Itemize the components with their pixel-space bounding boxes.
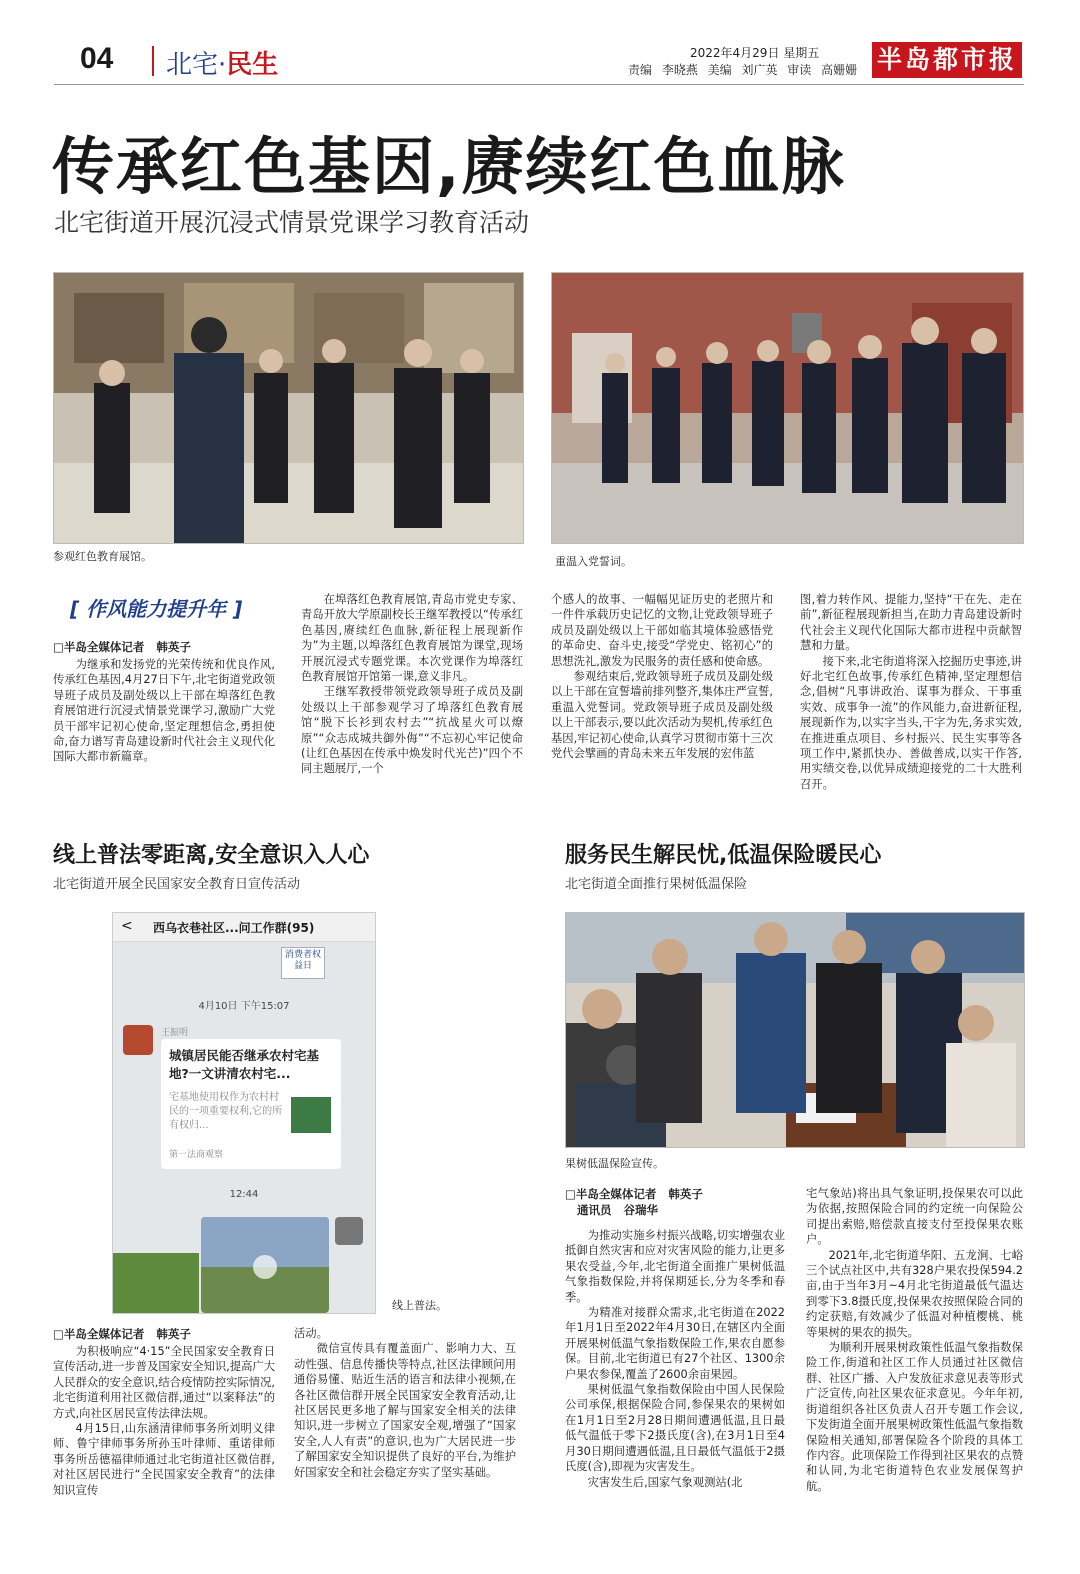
landscape-thumbnail bbox=[113, 1253, 199, 1313]
paragraph: 王继军教授带领党政领导班子成员及副处级以上干部参观学习了埠落红色教育展馆“脱下长衫到农村去”“抗战星火可以燎原”“众志成城共御外侮”“不忘初心牢记使命(让红色基因在传承中焕发时代光芒)”四个不同主题展厅,一个 bbox=[301, 685, 523, 776]
chat-timestamp: 4月10日 下午15:07 bbox=[198, 1001, 290, 1012]
paragraph: 灾害发生后,国家气象观测站(北 bbox=[587, 1475, 743, 1489]
sender-name: 王振明 bbox=[161, 1028, 189, 1038]
lead-body-col1 bbox=[53, 657, 275, 765]
lead-subheadline: 北宅街道开展沉浸式情景党课学习教育活动 bbox=[54, 208, 530, 237]
consumer-rights-badge: 消费者权益日 bbox=[281, 947, 325, 979]
paragraph: 活动。 bbox=[294, 1327, 328, 1340]
lead-body-col3 bbox=[551, 592, 773, 761]
chat-title: 西乌衣巷社区...问工作群(95) bbox=[153, 921, 315, 935]
shared-article-card[interactable] bbox=[161, 1039, 341, 1169]
issue-date: 2022年4月29日 星期五 bbox=[690, 46, 820, 60]
insurance-body-col2 bbox=[806, 1186, 1023, 1494]
paragraph: 为推动实施乡村振兴战略,切实增强农业抵御自然灾害和应对灾害风险的能力,让更多果农受益,今年,北宅街道全面推广果树低温气象指数保险,并将保期延长,分为冬季和春季。 bbox=[565, 1229, 785, 1304]
avatar bbox=[335, 1217, 363, 1245]
chat-timestamp-2: 12:44 bbox=[229, 1189, 259, 1200]
paragraph: 果树低温气象指数保险由中国人民保险公司承保,根据保险合同,参保果农的果树如在1月1日至2月28日期间遭遇低温,且日最低气温低于零下2摄氏度(含),在3月1日至4月30日期间遭遇低温,且日最低气温低于2摄氏度(含),即视为灾害发生。 bbox=[565, 1383, 785, 1474]
insurance-byline: □半岛全媒体记者 韩英子 bbox=[565, 1187, 703, 1201]
paragraph: 为积极响应“4·15”全民国家安全教育日宣传活动,进一步普及国家安全知识,提高广大人民群众的安全意识,结合疫情防控实际情况,北宅街道利用社区微信群,通过“以案释法”的方式,向社区居民宣传法律法规。 bbox=[53, 1345, 275, 1420]
law-body-col2 bbox=[294, 1326, 516, 1480]
page-number: 04 bbox=[80, 42, 114, 75]
paragraph: 4月15日,山东涵清律师事务所刘明义律师、鲁宁律师事务所孙玉叶律师、重诺律师事务所岳德福律师通过北宅街道社区微信群,对社区居民进行“全民国家安全教育”的法律知识宣传 bbox=[53, 1422, 275, 1497]
law-body-col1 bbox=[53, 1344, 275, 1498]
play-icon[interactable] bbox=[253, 1255, 277, 1279]
article-thumbnail bbox=[291, 1097, 331, 1133]
video-message[interactable] bbox=[201, 1217, 329, 1313]
back-arrow-icon: < bbox=[121, 918, 133, 934]
insurance-byline-correspondent: 通讯员 谷瑞华 bbox=[565, 1203, 659, 1217]
header-rule bbox=[54, 84, 1024, 85]
article-source: 第一法商观察 bbox=[169, 1150, 224, 1160]
photo-caption-law: 线上普法。 bbox=[392, 1299, 447, 1312]
paragraph: 为精准对接群众需求,北宅街道在2022年1月1日至2022年4月30日,在辖区内全面开展果树低温气象指数保险工作,果农自愿参保。目前,北宅街道已有27个社区、1300余户果农参保,覆盖了2600余亩果园。 bbox=[565, 1306, 785, 1381]
law-byline: □半岛全媒体记者 韩英子 bbox=[53, 1327, 191, 1341]
photo-insurance-publicity bbox=[565, 912, 1025, 1148]
section-highlight: 民生 bbox=[226, 50, 279, 80]
insurance-headline: 服务民生解民忧,低温保险暖民心 bbox=[565, 843, 882, 868]
paragraph: 为顺利开展果树政策性低温气象指数保险工作,街道和社区工作人员通过社区微信群、社区广播、入户发放征求意见表等形式广泛宣传,向社区果农征求意见。今年年初,街道组织各社区负责人召开专题工作会议,下发街道全面开展果树政策性低温气象指数保险相关通知,部署保险各个阶段的具体工作内容。此项保险工作得到社区果农的点赞和认同,为北宅街道特色农业发展保驾护航。 bbox=[806, 1341, 1023, 1493]
chat-title-bar bbox=[113, 913, 375, 942]
lead-headline: 传承红色基因,赓续红色血脉 bbox=[52, 130, 846, 203]
paragraph: 接下来,北宅街道将深入挖掘历史事迹,讲好北宅红色故事,传承红色精神,坚定理想信念,倡树“凡事讲政治、谋事为群众、干事重实效、成事争一流”的作风能力,奋进新征程,展现新作为,以实字当头,干字为先,务求实效,在推进重点项目、乡村振兴、民生实事等各项工作中,紧抓快办、善做善成,以实干作答,用实绩交卷,以优异成绩迎接党的二十大胜利召开。 bbox=[800, 654, 1022, 791]
insurance-body-col1 bbox=[565, 1228, 785, 1490]
photo-caption-exhibition: 参观红色教育展馆。 bbox=[53, 550, 152, 563]
photo-exhibition-visit bbox=[53, 272, 524, 544]
column-kicker: [ 作风能力提升年 ] bbox=[70, 597, 243, 621]
editorial-staff: 责编 李晓燕 美编 刘广英 审读 高姗姗 bbox=[628, 63, 858, 77]
paragraph: 图,着力转作风、提能力,坚持“干在先、走在前”,新征程展现新担当,在助力青岛建设新时代社会主义现代化国际大都市进程中贡献智慧和力量。 bbox=[800, 593, 1022, 653]
insurance-subheadline: 北宅街道全面推行果树低温保险 bbox=[565, 877, 748, 892]
paragraph: 2021年,北宅街道华阳、五龙涧、七峪三个试点社区中,共有328户果农投保594.2亩,由于当年3月~4月北宅街道最低气温达到零下3.8摄氏度,投保果农按照保险合同的约定获赔,有效减少了低温对种植樱桃、桃等果树的果农的损失。 bbox=[806, 1248, 1023, 1339]
section-name bbox=[166, 44, 278, 81]
photo-caption-oath: 重温入党誓词。 bbox=[555, 555, 632, 568]
paragraph: 宅气象站)将出具气象证明,投保果农可以此为依据,按照保险合同的约定统一向保险公司提出索赔,赔偿款直接支付至投保果农账户。 bbox=[806, 1187, 1023, 1247]
avatar bbox=[123, 1025, 153, 1055]
lead-byline: □半岛全媒体记者 韩英子 bbox=[53, 640, 191, 654]
article-title: 城镇居民能否继承农村宅基地?一文讲清农村宅... bbox=[169, 1048, 320, 1081]
paragraph: 个感人的故事、一幅幅见证历史的老照片和一件件承载历史记忆的文物,让党政领导班子成员及副处级以上干部如临其境体验感悟党的革命史、奋斗史,接受“学党史、铭初心”的思想洗礼,激发为民服务的责任感和使命感。 bbox=[551, 593, 773, 668]
law-subheadline: 北宅街道开展全民国家安全教育日宣传活动 bbox=[53, 877, 301, 892]
law-headline: 线上普法零距离,安全意识入人心 bbox=[53, 843, 370, 868]
photo-caption-insurance: 果树低温保险宣传。 bbox=[565, 1157, 664, 1170]
photo-party-oath bbox=[551, 272, 1024, 544]
section-prefix: 北宅· bbox=[166, 50, 227, 80]
header-divider bbox=[152, 46, 154, 76]
lead-body-col2 bbox=[301, 592, 523, 777]
paragraph: 在埠落红色教育展馆,青岛市党史专家、青岛开放大学原副校长王继军教授以“传承红色基因,赓续红色血脉,新征程上展现新作为”为主题,以埠落红色教育展馆为课堂,现场开展沉浸式专题党课。本次党课作为埠落红色教育展馆开馆第一课,意义非凡。 bbox=[301, 593, 523, 684]
article-description: 宅基地使用权作为农村村民的一项重要权利,它的所有权归... bbox=[169, 1092, 283, 1131]
paragraph: 参观结束后,党政领导班子成员及副处级以上干部在宣誓墙前排列整齐,集体庄严宣誓,重温入党誓词。党政领导班子成员及副处级以上干部表示,要以此次活动为契机,传承红色基因,牢记初心使命,认真学习贯彻市第十三次党代会擘画的青岛未来五年发展的宏伟蓝 bbox=[551, 670, 773, 761]
lead-body-col4 bbox=[800, 592, 1022, 792]
paragraph: 微信宣传具有覆盖面广、影响力大、互动性强、信息传播快等特点,社区法律顾问用通俗易懂、贴近生活的语言和法律小视频,在各社区微信群开展全民国家安全教育活动,让社区居民更多地了解与国家安全相关的法律知识,进一步树立了国家安全观,增强了“国家安全,人人有责”的意识,也为广大居民进一步了解国家安全知识提供了良好的平台,为维护好国家安全和社会稳定夯实了坚实基础。 bbox=[294, 1342, 516, 1479]
wechat-screenshot bbox=[112, 912, 376, 1314]
newspaper-masthead-logo: 半岛都市报 bbox=[872, 42, 1022, 78]
paragraph: 为继承和发扬党的光荣传统和优良作风,传承红色基因,4月27日下午,北宅街道党政领导班子成员及副处级以上干部在埠落红色教育展馆进行沉浸式情景党课学习,激励广大党员干部牢记初心使命,坚定理想信念,勇担使命,奋力谱写青岛建设新时代社会主义现代化国际大都市新篇章。 bbox=[53, 658, 275, 764]
